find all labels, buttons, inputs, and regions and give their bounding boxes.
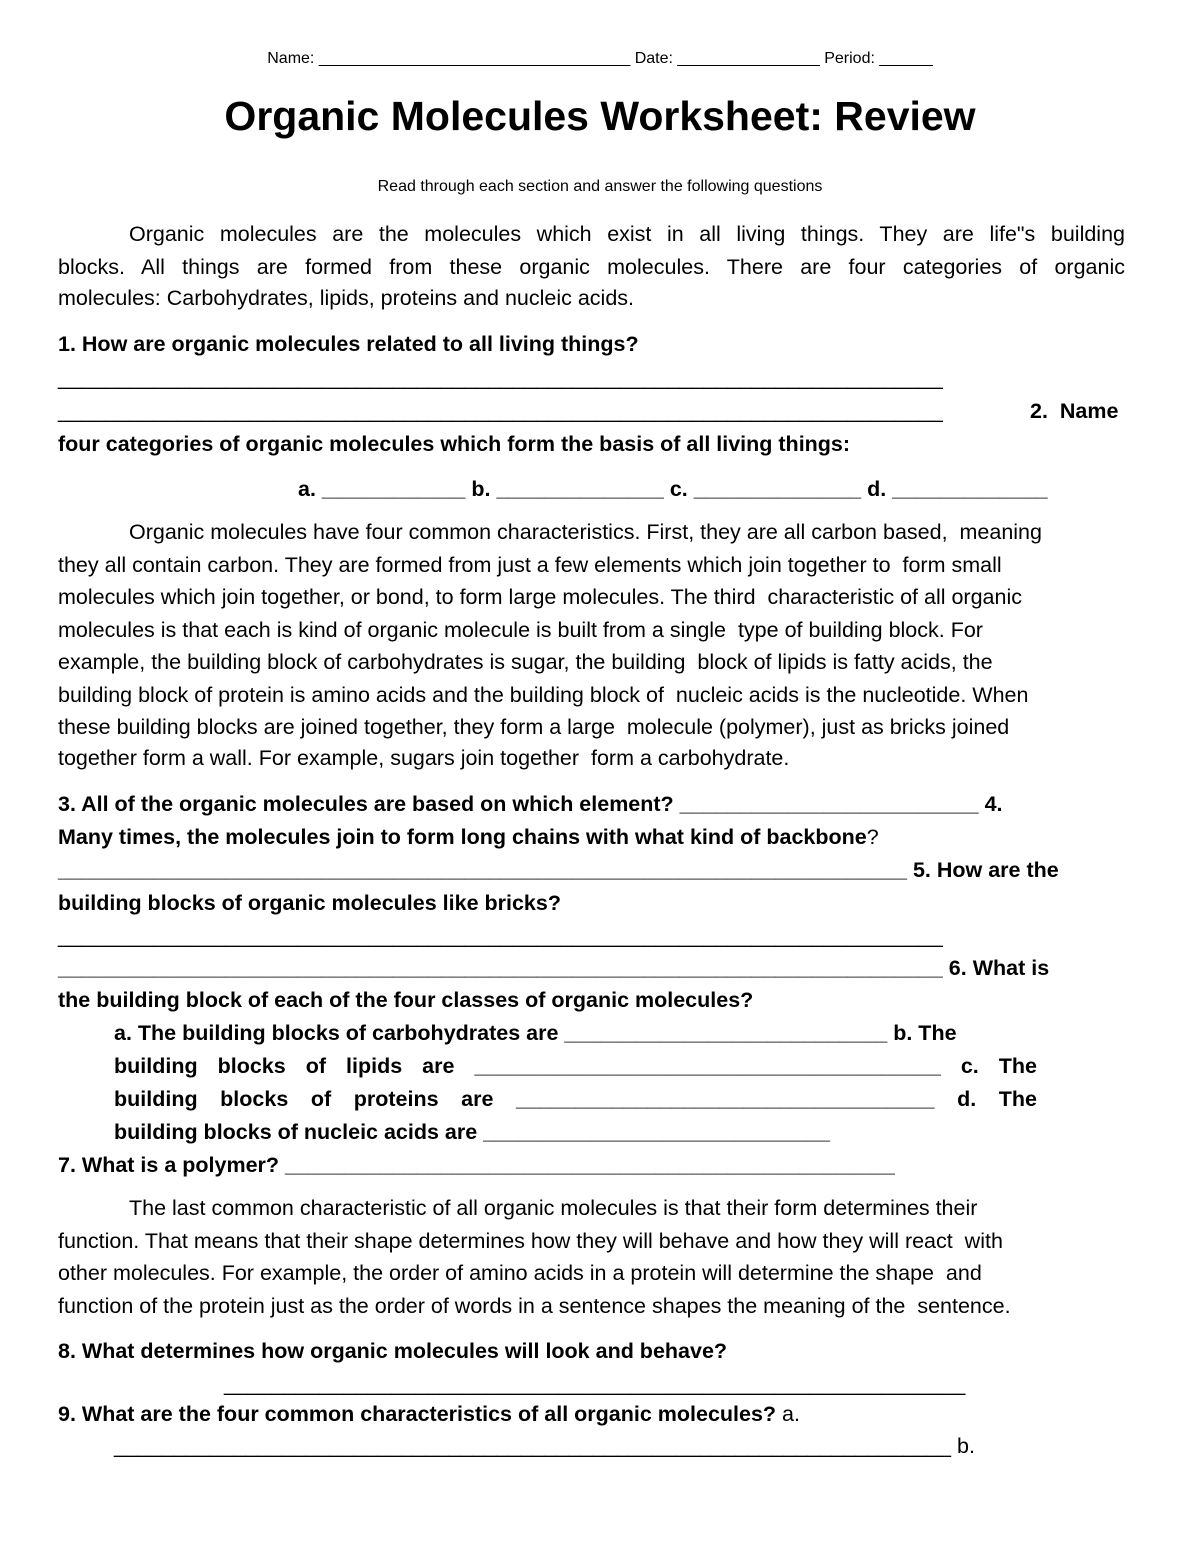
question-6-part-a: a. The building blocks of carbohydrates are ___________________________ b. The xyxy=(114,1021,957,1045)
paragraph-2-line-3: molecules which join together, or bond, to form large molecules. The third characteristic of all organic xyxy=(58,585,1022,609)
question-2: four categories of organic molecules which form the basis of all living things: xyxy=(58,432,851,456)
intro-line-2: blocks. All things are formed from these organic molecules. There are four categories of organic xyxy=(58,255,1125,279)
paragraph-3-line-1: The last common characteristic of all organic molecules is that their form determines their xyxy=(129,1196,978,1220)
paragraph-2-line-8: together form a wall. For example, sugars join together form a carbohydrate. xyxy=(58,746,790,770)
answer-blank-q5-and-question-6: __________________________________________________________________________ 6. What is xyxy=(58,956,1050,980)
answer-blank-q9-part-a: ______________________________________________________________________ b. xyxy=(114,1434,975,1458)
answer-blank-q1-line-2: __________________________________________________________________________ xyxy=(58,399,943,423)
paragraph-2-line-5: example, the building block of carbohydrates is sugar, the building block of lipids is fatty acids, the xyxy=(58,650,993,674)
question-4 xyxy=(58,827,879,849)
question-6-part-c: building blocks of proteins are ___________________________________ d. The xyxy=(114,1087,1037,1111)
paragraph-3-line-4: function of the protein just as the order of words in a sentence shapes the meaning of the sentence. xyxy=(58,1294,1011,1318)
question-3: 3. All of the organic molecules are based on which element? _________________________ 4. xyxy=(58,792,1003,816)
question-6-part-d: building blocks of nucleic acids are _____________________________ xyxy=(114,1120,830,1144)
question-4-text: Many times, the molecules join to form long chains with what kind of backbone xyxy=(58,825,867,849)
question-9 xyxy=(58,1404,800,1426)
question-9-text: 9. What are the four common characteristics of all organic molecules? xyxy=(58,1402,777,1426)
paragraph-2-line-4: molecules is that each is kind of organic molecule is built from a single type of building block. For xyxy=(58,618,983,642)
intro-line-1: Organic molecules are the molecules which exist in all living things. They are life"s building xyxy=(129,222,1125,246)
question-1: 1. How are organic molecules related to all living things? xyxy=(58,332,639,356)
instructions: Read through each section and answer the following questions xyxy=(377,178,823,195)
answer-blank-q1-line-1: __________________________________________________________________________ xyxy=(58,366,943,390)
question-7: 7. What is a polymer? ___________________________________________________ xyxy=(58,1153,895,1177)
paragraph-2-line-7: these building blocks are joined together, they form a large molecule (polymer), just as bricks joined xyxy=(58,715,1010,739)
answer-blank-q8: ______________________________________________________________ xyxy=(224,1372,966,1396)
header-name-date-period: Name: ___________________________________ Date: ________________ Period: ______ xyxy=(267,50,933,67)
paragraph-3-line-2: function. That means that their shape determines how they will behave and how they will react with xyxy=(58,1229,1003,1253)
question-6: the building block of each of the four classes of organic molecules? xyxy=(58,988,754,1012)
intro-line-3: molecules: Carbohydrates, lipids, proteins and nucleic acids. xyxy=(58,286,635,310)
question-5: building blocks of organic molecules like bricks? xyxy=(58,891,561,915)
paragraph-2-line-2: they all contain carbon. They are formed from just a few elements which join together to form small xyxy=(58,553,1002,577)
paragraph-2-line-6: building block of protein is amino acids and the building block of nucleic acids is the nucleotide. When xyxy=(58,683,1029,707)
question-2-answer-blanks: a. ____________ b. ______________ c. ______________ d. _____________ xyxy=(298,477,1048,501)
question-6-part-b: building blocks of lipids are _______________________________________ c. The xyxy=(114,1054,1037,1078)
paragraph-3-line-3: other molecules. For example, the order of amino acids in a protein will determine the shape and xyxy=(58,1261,982,1285)
question-2-number: 2. Name xyxy=(1030,399,1119,423)
question-4-mark: ? xyxy=(866,825,879,849)
paragraph-2-line-1: Organic molecules have four common characteristics. First, they are all carbon based, meaning xyxy=(129,520,1042,544)
answer-blank-q4-and-question-5: _______________________________________________________________________ 5. How are the xyxy=(58,858,1059,882)
question-9-part-a-label: a. xyxy=(776,1402,800,1426)
question-8: 8. What determines how organic molecules will look and behave? xyxy=(58,1339,728,1363)
answer-blank-q5-line-1: __________________________________________________________________________ xyxy=(58,924,943,948)
page-title: Organic Molecules Worksheet: Review xyxy=(224,93,976,139)
